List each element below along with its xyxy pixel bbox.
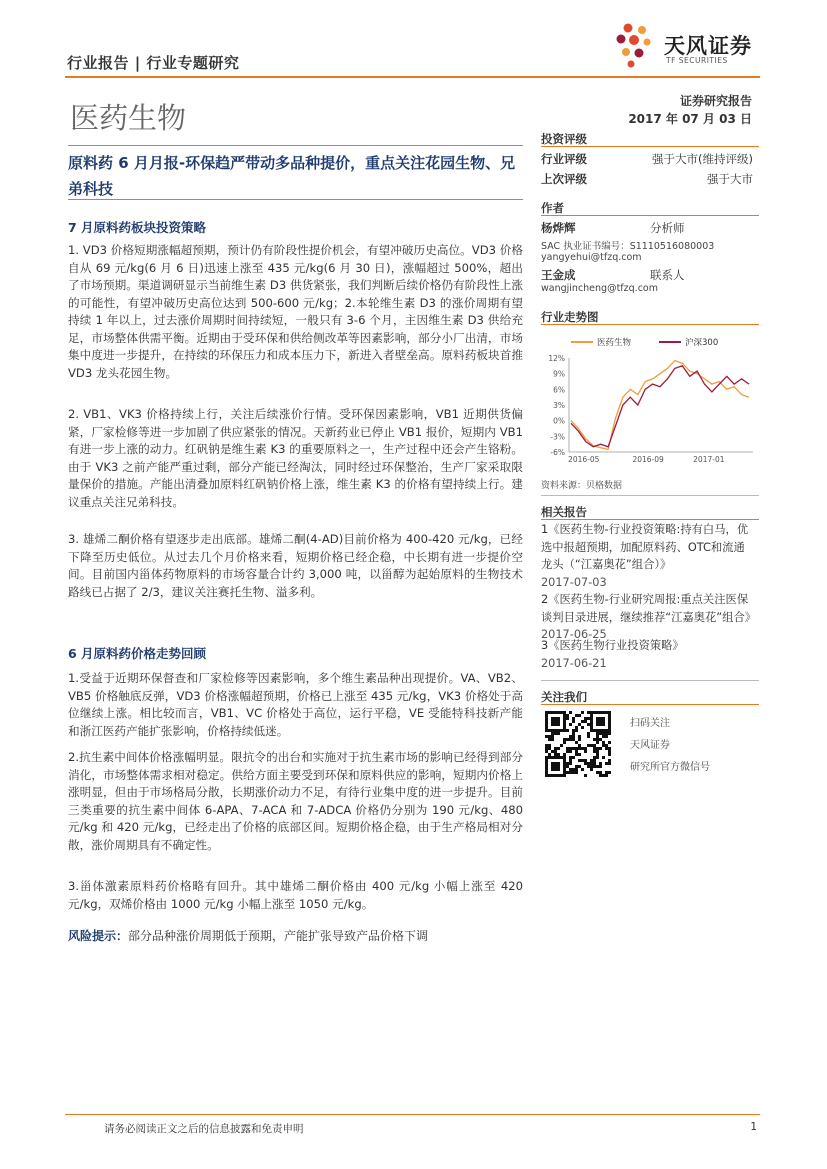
- paragraph: 2. VB1、VK3 价格持续上行，关注后续涨价行情。受环保因素影响，VB1 近期供货偏紧，厂家检修等进一步加剧了供应紧张的情况。天新药业已停止 VB1 报价，短期内 VB1 有进一步上涨的动力。红矾钠是维生素 K3 的重要原料之一，生产过程中还会产生铬粉。由于 VK3 之前产能严重过剩，部分产能已经淘汰，同时经过环保整治，生产厂家采取限量保价的措施。产能出清叠加原料红矾钠价格上涨，维生素 K3 的价格有望持续上行。建议重点关注兄弟科技。: [68, 407, 523, 509]
- qr-module: [584, 750, 587, 753]
- related-report-date: 2017-07-03: [541, 575, 607, 589]
- report-date: 2017 年 07 月 03 日: [628, 112, 752, 126]
- x-tick-label: 2016-09: [632, 455, 664, 464]
- qr-module: [605, 771, 608, 774]
- qr-module: [569, 762, 572, 765]
- qr-module: [593, 756, 596, 759]
- qr-module: [590, 765, 593, 768]
- qr-module: [563, 753, 566, 756]
- legend-label: 沪深300: [685, 338, 719, 348]
- qr-module: [569, 750, 572, 753]
- page-number: 1: [750, 1121, 757, 1133]
- qr-module: [578, 735, 581, 738]
- qr-module: [584, 717, 587, 720]
- chart-bottom-rule: [541, 495, 759, 496]
- related-report[interactable]: [541, 521, 756, 591]
- qr-module: [608, 771, 611, 774]
- qr-module: [569, 771, 572, 774]
- qr-module: [605, 774, 608, 777]
- qr-module: [566, 738, 569, 741]
- qr-module: [605, 747, 608, 750]
- qr-module: [548, 738, 551, 741]
- qr-module: [575, 753, 578, 756]
- qr-module: [587, 732, 590, 735]
- related-heading: 相关报告: [541, 505, 587, 519]
- qr-module: [566, 717, 569, 720]
- qr-module: [605, 744, 608, 747]
- x-tick-label: 2017-01: [693, 455, 725, 464]
- qr-module: [605, 762, 608, 765]
- qr-module: [581, 768, 584, 771]
- qr-code-icon[interactable]: [545, 711, 611, 777]
- qr-module: [575, 765, 578, 768]
- qr-module: [587, 723, 590, 726]
- qr-module: [563, 741, 566, 744]
- qr-module: [572, 768, 575, 771]
- qr-module: [572, 729, 575, 732]
- y-tick-label: 3%: [553, 401, 565, 410]
- qr-module: [551, 738, 554, 741]
- qr-module: [602, 744, 605, 747]
- qr-module: [569, 747, 572, 750]
- y-tick-label: 9%: [553, 369, 565, 379]
- qr-finder-center: [551, 762, 560, 771]
- related-report-date: 2017-06-21: [541, 656, 607, 670]
- related-report[interactable]: [541, 637, 756, 672]
- qr-module: [545, 735, 548, 738]
- industry-rating-row: [541, 151, 753, 167]
- qr-module: [593, 762, 596, 765]
- qr-module: [578, 714, 581, 717]
- rating-heading: 投资评级: [541, 132, 587, 146]
- industry-name: 医药生物: [70, 101, 187, 135]
- qr-module: [608, 732, 611, 735]
- qr-module: [605, 732, 608, 735]
- paragraph: 2.抗生素中间体价格涨幅明显。限抗令的出台和实施对于抗生素市场的影响已经得到部分消化，市场整体需求相对稳定。供给方面主要受到环保和原料供应的影响，短期内价格上涨明显，但由于市场格局分散，长期涨价动力不足，有待行业集中度的进一步提升。目前三类重要的抗生素中间体 6-APA、7-ACA 和 7-ADCA 价格仍分别为 190 元/kg、480 元/kg 和 420 元/kg，已经走出了价格的底部区间。短期价格企稳，由于生产格局相对分散，涨价周期具有不确定性。: [68, 750, 523, 852]
- qr-module: [578, 753, 581, 756]
- qr-module: [566, 765, 569, 768]
- related-report-title[interactable]: 3《医药生物行业投资策略》: [541, 639, 684, 652]
- qr-module: [593, 747, 596, 750]
- report-category: 行业报告 | 行业专题研究: [67, 54, 240, 72]
- y-tick-label: -3%: [550, 432, 565, 442]
- authors-heading: 作者: [541, 201, 564, 215]
- x-tick-label: 2016-05: [568, 455, 600, 464]
- industry-rating-label: 行业评级: [541, 152, 587, 166]
- qr-module: [557, 747, 560, 750]
- qr-module: [599, 774, 602, 777]
- qr-module: [581, 720, 584, 723]
- qr-finder-center: [551, 717, 560, 726]
- qr-module: [593, 759, 596, 762]
- qr-module: [590, 762, 593, 765]
- qr-module: [608, 753, 611, 756]
- qr-module: [578, 744, 581, 747]
- qr-module: [572, 717, 575, 720]
- qr-module: [572, 756, 575, 759]
- qr-module: [587, 762, 590, 765]
- qr-module: [599, 762, 602, 765]
- y-tick-label: 6%: [553, 385, 565, 395]
- logo-subtitle: TF SECURITIES: [666, 56, 728, 65]
- qr-module: [554, 753, 557, 756]
- qr-module: [596, 741, 599, 744]
- qr-module: [587, 717, 590, 720]
- qr-module: [548, 744, 551, 747]
- qr-module: [575, 750, 578, 753]
- qr-module: [548, 747, 551, 750]
- qr-module: [551, 732, 554, 735]
- qr-module: [608, 759, 611, 762]
- qr-module: [602, 741, 605, 744]
- qr-module: [596, 756, 599, 759]
- qr-module: [587, 711, 590, 714]
- qr-module: [554, 747, 557, 750]
- trend-rule: [541, 324, 759, 325]
- follow-line: 研究所官方微信号: [630, 762, 710, 773]
- author-name: 杨烨辉: [541, 221, 576, 235]
- qr-module: [569, 768, 572, 771]
- risk-warning: [68, 927, 523, 944]
- qr-module: [596, 735, 599, 738]
- qr-module: [545, 744, 548, 747]
- qr-module: [572, 747, 575, 750]
- qr-module: [569, 738, 572, 741]
- qr-module: [557, 732, 560, 735]
- qr-module: [581, 747, 584, 750]
- prev-rating-value: 强于大市: [707, 172, 753, 186]
- follow-line: 天风证券: [630, 740, 670, 751]
- qr-module: [548, 753, 551, 756]
- qr-module: [563, 738, 566, 741]
- qr-module: [578, 723, 581, 726]
- y-tick-label: 12%: [548, 354, 565, 363]
- title-bottom-rule: [68, 199, 523, 200]
- qr-module: [596, 732, 599, 735]
- footer-disclaimer[interactable]: 请务必阅读正文之后的信息披露和免责申明: [104, 1123, 304, 1135]
- qr-module: [581, 711, 584, 714]
- related-rule: [541, 519, 759, 520]
- qr-module: [596, 771, 599, 774]
- qr-module: [572, 732, 575, 735]
- qr-module: [593, 750, 596, 753]
- qr-module: [572, 738, 575, 741]
- report-type: 证券研究报告: [679, 94, 752, 108]
- qr-module: [581, 759, 584, 762]
- qr-module: [554, 750, 557, 753]
- follow-line: 扫码关注: [630, 718, 670, 729]
- qr-module: [557, 753, 560, 756]
- qr-module: [566, 762, 569, 765]
- qr-module: [551, 735, 554, 738]
- qr-module: [575, 729, 578, 732]
- qr-module: [572, 735, 575, 738]
- qr-module: [590, 759, 593, 762]
- qr-module: [602, 774, 605, 777]
- related-report-title[interactable]: 1《医药生物-行业投资策略:持有白马，优选中报超预期，加配原料药、OTC和流通龙头（“江嘉奥花”组合）》: [541, 523, 749, 571]
- qr-module: [596, 747, 599, 750]
- qr-module: [590, 744, 593, 747]
- qr-module: [575, 768, 578, 771]
- qr-module: [578, 759, 581, 762]
- data-source: 资料来源：贝格数据: [541, 481, 623, 491]
- qr-module: [599, 732, 602, 735]
- qr-module: [575, 726, 578, 729]
- author-email[interactable]: wangjincheng@tfzq.com: [541, 283, 658, 294]
- author-email[interactable]: yangyehui@tfzq.com: [541, 252, 642, 263]
- qr-module: [587, 744, 590, 747]
- qr-module: [599, 771, 602, 774]
- legend-label: 医药生物: [597, 338, 632, 348]
- follow-heading: 关注我们: [541, 690, 587, 704]
- section-heading-review: 6 月原料药价格走势回顾: [68, 646, 207, 661]
- qr-module: [605, 735, 608, 738]
- qr-module: [560, 744, 563, 747]
- qr-module: [551, 750, 554, 753]
- series-line-2: [571, 366, 749, 447]
- risk-label: 风险提示：: [68, 929, 129, 943]
- risk-text: 部分品种涨价周期低于预期，产能扩张导致产品价格下调: [128, 929, 429, 943]
- qr-module: [608, 750, 611, 753]
- qr-module: [578, 747, 581, 750]
- author-role: 联系人: [650, 268, 685, 282]
- footer-rule: [65, 1114, 760, 1115]
- paragraph: 3. 雄烯二酮价格有望逐步走出底部。雄烯二酮(4-AD)目前价格为 400-420 元/kg，已经下降至历史低位。从过去几个月价格来看，短期价格已经企稳，中长期有进一步提价空间。目前国内甾体药物原料的市场容量合计约 3,000 吨，以甾醇为起始原料的生物技术路线已占据了 2/3，建议关注赛托生物、溢多利。: [68, 532, 523, 599]
- qr-module: [554, 732, 557, 735]
- qr-module: [587, 735, 590, 738]
- qr-module: [575, 771, 578, 774]
- author-certificate: SAC 执业证书编号：S1110516080003: [541, 241, 715, 252]
- qr-module: [584, 759, 587, 762]
- qr-module: [584, 747, 587, 750]
- trend-heading: 行业走势图: [541, 310, 599, 324]
- qr-module: [566, 714, 569, 717]
- qr-module: [596, 765, 599, 768]
- qr-module: [593, 738, 596, 741]
- qr-module: [578, 765, 581, 768]
- prev-rating-label: 上次评级: [541, 172, 587, 186]
- qr-module: [584, 774, 587, 777]
- qr-module: [566, 750, 569, 753]
- report-title: 原料药 6 月月报-环保趋严带动多品种提价，重点关注花园生物、兄弟科技: [68, 154, 516, 198]
- qr-module: [578, 738, 581, 741]
- y-tick-label: -6%: [550, 448, 565, 457]
- industry-trend-chart: [541, 328, 759, 468]
- paragraph: 1.受益于近期环保督查和厂家检修等因素影响，多个维生素品种出现提价。VA、VB2、VB5 价格触底反弹，VD3 价格涨幅超预期，价格已上涨至 435 元/kg，VK3 价格处于高位继续上涨。相比较而言，VB1、VC 价格处于高位，运行平稳，VE 受能特科技新产能和浙江医药产能扩张影响，价格持续低迷。: [68, 671, 523, 738]
- logo-name: 天风证券: [664, 34, 752, 58]
- y-tick-label: 0%: [553, 416, 565, 426]
- related-bottom-rule: [541, 680, 759, 681]
- qr-module: [566, 729, 569, 732]
- industry-rating-value: 强于大市(维持评级): [652, 152, 753, 166]
- qr-module: [596, 738, 599, 741]
- prev-rating-row: [541, 171, 753, 187]
- qr-module: [602, 756, 605, 759]
- qr-module: [569, 735, 572, 738]
- qr-module: [566, 747, 569, 750]
- qr-module: [602, 732, 605, 735]
- qr-finder-center: [596, 717, 605, 726]
- qr-module: [584, 720, 587, 723]
- qr-module: [608, 762, 611, 765]
- qr-module: [596, 750, 599, 753]
- qr-module: [575, 741, 578, 744]
- qr-module: [569, 711, 572, 714]
- related-report[interactable]: [541, 591, 756, 644]
- qr-module: [584, 762, 587, 765]
- qr-module: [575, 747, 578, 750]
- qr-module: [596, 753, 599, 756]
- section-heading-strategy: 7 月原料药板块投资策略: [68, 220, 207, 235]
- qr-module: [548, 735, 551, 738]
- qr-module: [590, 768, 593, 771]
- paragraph: 1. VD3 价格短期涨幅超预期，预计仍有阶段性提价机会，有望冲破历史高位。VD3 价格自从 69 元/kg(6 月 6 日)迅速上涨至 435 元/kg(6 月 30 日)，涨幅超过 500%，超出了市场预期。渠道调研显示当前维生素 D3 供货紧张，我们判断后续价格仍有阶段性上涨的可能性，有望冲破历史高位达到 500-600 元/kg；2.本轮维生素 D3 的涨价周期有望持续 1 年以上，过去涨价周期时间持续短，一般只有 3-6 个月，主因维生素 D3 供给充足，市场整体供需平衡。近期由于受环保和供给侧改革等因素影响，部分小厂出清，市场集中度进一步提升，在持续的环保压力和成本压力下，新进入者壁垒高。原料药板块首推 VD3 龙头花园生物。: [68, 243, 523, 380]
- qr-module: [608, 747, 611, 750]
- qr-module: [608, 741, 611, 744]
- paragraph: 3.甾体激素原料药价格略有回升。其中雄烯二酮价格由 400 元/kg 小幅上涨至 420 元/kg，双烯价格由 1000 元/kg 小幅上涨至 1050 元/kg。: [68, 879, 523, 911]
- qr-module: [569, 759, 572, 762]
- qr-module: [593, 765, 596, 768]
- series-line-1: [571, 361, 749, 450]
- qr-module: [545, 750, 548, 753]
- qr-module: [581, 726, 584, 729]
- follow-rule: [541, 704, 759, 705]
- author-name: 王金成: [541, 268, 576, 282]
- tf-logo-icon: [612, 22, 660, 70]
- qr-module: [593, 744, 596, 747]
- related-report-title[interactable]: 2《医药生物-行业研究周报:重点关注医保谈判目录进展，继续推荐“江嘉奥花”组合》: [541, 593, 757, 624]
- qr-module: [545, 747, 548, 750]
- header-divider: [65, 76, 760, 78]
- qr-module: [599, 747, 602, 750]
- qr-module: [569, 756, 572, 759]
- qr-module: [566, 771, 569, 774]
- qr-module: [587, 765, 590, 768]
- qr-module: [572, 771, 575, 774]
- qr-module: [602, 735, 605, 738]
- qr-module: [599, 765, 602, 768]
- author-role: 分析师: [650, 221, 685, 235]
- qr-module: [569, 723, 572, 726]
- title-top-rule: [68, 145, 523, 146]
- qr-module: [599, 738, 602, 741]
- qr-module: [575, 714, 578, 717]
- qr-module: [572, 720, 575, 723]
- related-report-date: 2017-06-25: [541, 628, 607, 641]
- authors-rule: [541, 215, 759, 216]
- rating-rule: [541, 146, 759, 147]
